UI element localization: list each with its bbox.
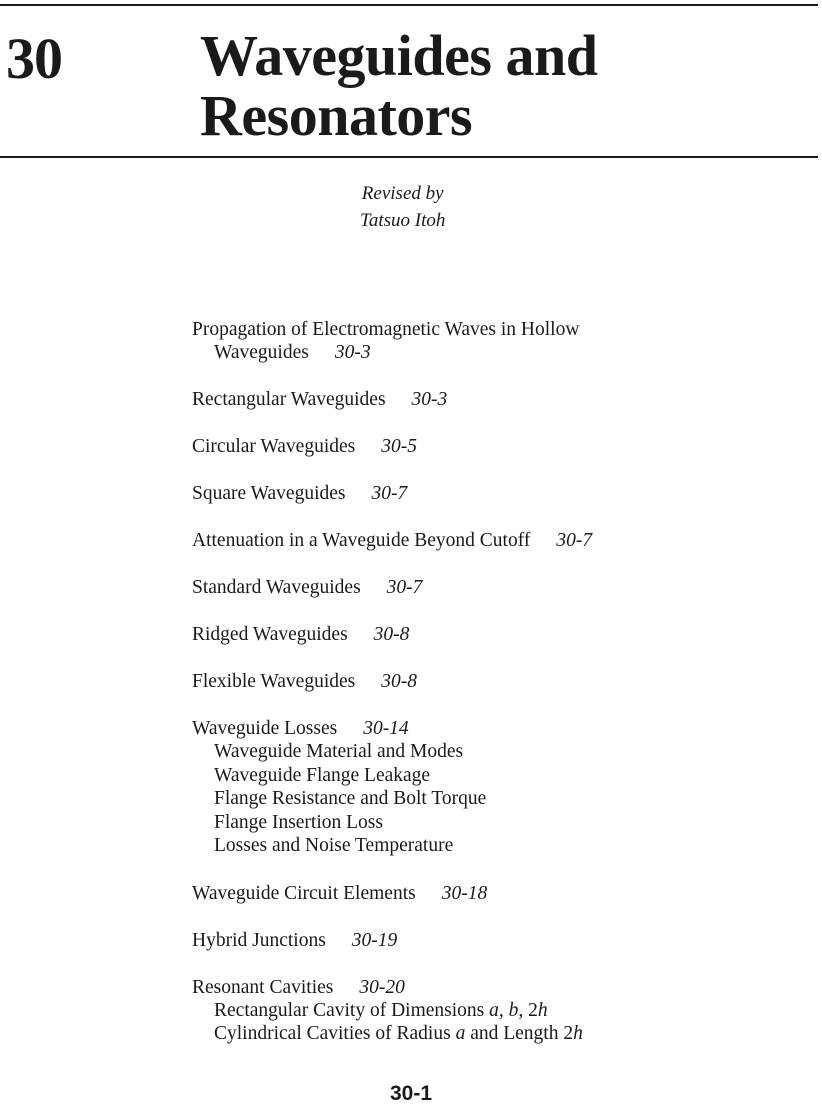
toc-entry-title: Propagation of Electromagnetic Waves in Hollow <box>192 319 580 340</box>
toc-entry <box>192 482 792 505</box>
toc-entry-title-continued: Waveguides <box>214 342 309 363</box>
toc-entry <box>192 576 792 599</box>
table-of-contents <box>192 318 792 1070</box>
toc-entry-title: Standard Waveguides <box>192 577 361 598</box>
toc-entry-line <box>192 623 792 646</box>
chapter-title-line-1: Waveguides and <box>200 23 598 88</box>
top-rule <box>0 4 818 6</box>
toc-entry-page: 30-20 <box>359 976 405 998</box>
toc-entry-page: 30-14 <box>363 718 409 739</box>
toc-subentries <box>192 740 792 858</box>
toc-entry-page: 30-18 <box>441 882 488 904</box>
toc-entry-page: 30-3 <box>411 389 448 410</box>
toc-entry-title: Ridged Waveguides <box>192 624 348 645</box>
toc-entry-title: Waveguide Losses <box>192 718 338 739</box>
toc-entry <box>192 976 792 1046</box>
toc-entry-page: 30-19 <box>351 929 398 951</box>
toc-entry <box>192 435 792 458</box>
toc-subentry-part: Cylindrical Cavities of Radius <box>214 1023 456 1044</box>
chapter-title <box>200 23 598 148</box>
toc-entry-page: 30-5 <box>381 436 417 457</box>
toc-entry-page: 30-7 <box>371 483 408 504</box>
toc-subentry: Flange Resistance and Bolt Torque <box>214 788 487 809</box>
toc-entry <box>192 318 792 364</box>
chapter-number: 30 <box>6 26 62 91</box>
toc-entry-line <box>192 576 792 599</box>
toc-entry-line <box>192 717 792 740</box>
toc-subentry-part: b <box>508 999 519 1021</box>
toc-entry-line <box>192 482 792 505</box>
toc-subentries <box>192 999 792 1046</box>
page-number: 30-1 <box>389 1082 433 1105</box>
toc-subentry-part: , 2 <box>518 999 538 1021</box>
toc-entry <box>192 623 792 646</box>
toc-subentry-part: and Length 2 <box>465 1023 574 1044</box>
toc-entry <box>192 882 792 905</box>
toc-entry <box>192 717 792 858</box>
toc-entry-page: 30-7 <box>386 577 423 598</box>
toc-entry-title: Attenuation in a Waveguide Beyond Cutoff <box>192 530 531 551</box>
toc-entry-line <box>192 882 792 905</box>
revised-by-label: Revised by <box>361 183 444 204</box>
toc-entry <box>192 529 792 552</box>
toc-entry-title: Square Waveguides <box>192 483 346 504</box>
author-name: Tatsuo Itoh <box>360 210 446 231</box>
byline <box>360 180 445 234</box>
toc-entry-page: 30-3 <box>334 342 371 363</box>
toc-entry-line <box>192 435 792 458</box>
toc-entry-line <box>192 318 792 341</box>
toc-subentry: Waveguide Flange Leakage <box>214 764 431 786</box>
toc-subentry-part: a <box>489 999 499 1021</box>
toc-subentry: Flange Insertion Loss <box>214 811 383 833</box>
title-underline-rule <box>0 156 818 158</box>
toc-subentry-part: , <box>498 999 509 1021</box>
chapter-title-line-2: Resonators <box>200 83 473 148</box>
toc-entry-line <box>192 529 792 552</box>
toc-entry-line <box>192 929 792 952</box>
toc-subentry-part: a <box>455 1023 466 1044</box>
toc-entry-title: Waveguide Circuit Elements <box>192 882 416 904</box>
toc-entry-title: Circular Waveguides <box>192 436 356 457</box>
toc-entry-line <box>192 976 792 999</box>
toc-entry-title: Flexible Waveguides <box>192 671 356 692</box>
toc-subentry: Waveguide Material and Modes <box>214 741 464 762</box>
toc-entry-title: Rectangular Waveguides <box>192 389 386 410</box>
toc-subentry-part: h <box>573 1023 583 1044</box>
toc-subentry-part: Rectangular Cavity of Dimensions <box>214 999 490 1021</box>
toc-entry-page: 30-7 <box>556 530 593 551</box>
toc-entry-page: 30-8 <box>373 624 410 645</box>
toc-entry-title: Resonant Cavities <box>192 976 334 998</box>
toc-entry-line <box>192 388 792 411</box>
toc-entry-line <box>192 670 792 693</box>
toc-entry <box>192 388 792 411</box>
toc-subentry <box>214 1022 792 1046</box>
toc-subentry: Losses and Noise Temperature <box>214 835 454 856</box>
toc-entry <box>192 670 792 693</box>
toc-subentry <box>214 999 792 1023</box>
toc-entry <box>192 929 792 952</box>
toc-entry-title: Hybrid Junctions <box>192 929 326 951</box>
toc-subentry-part: h <box>537 999 548 1021</box>
toc-entry-title-continued-line <box>192 341 792 364</box>
toc-entry-page: 30-8 <box>381 671 417 692</box>
